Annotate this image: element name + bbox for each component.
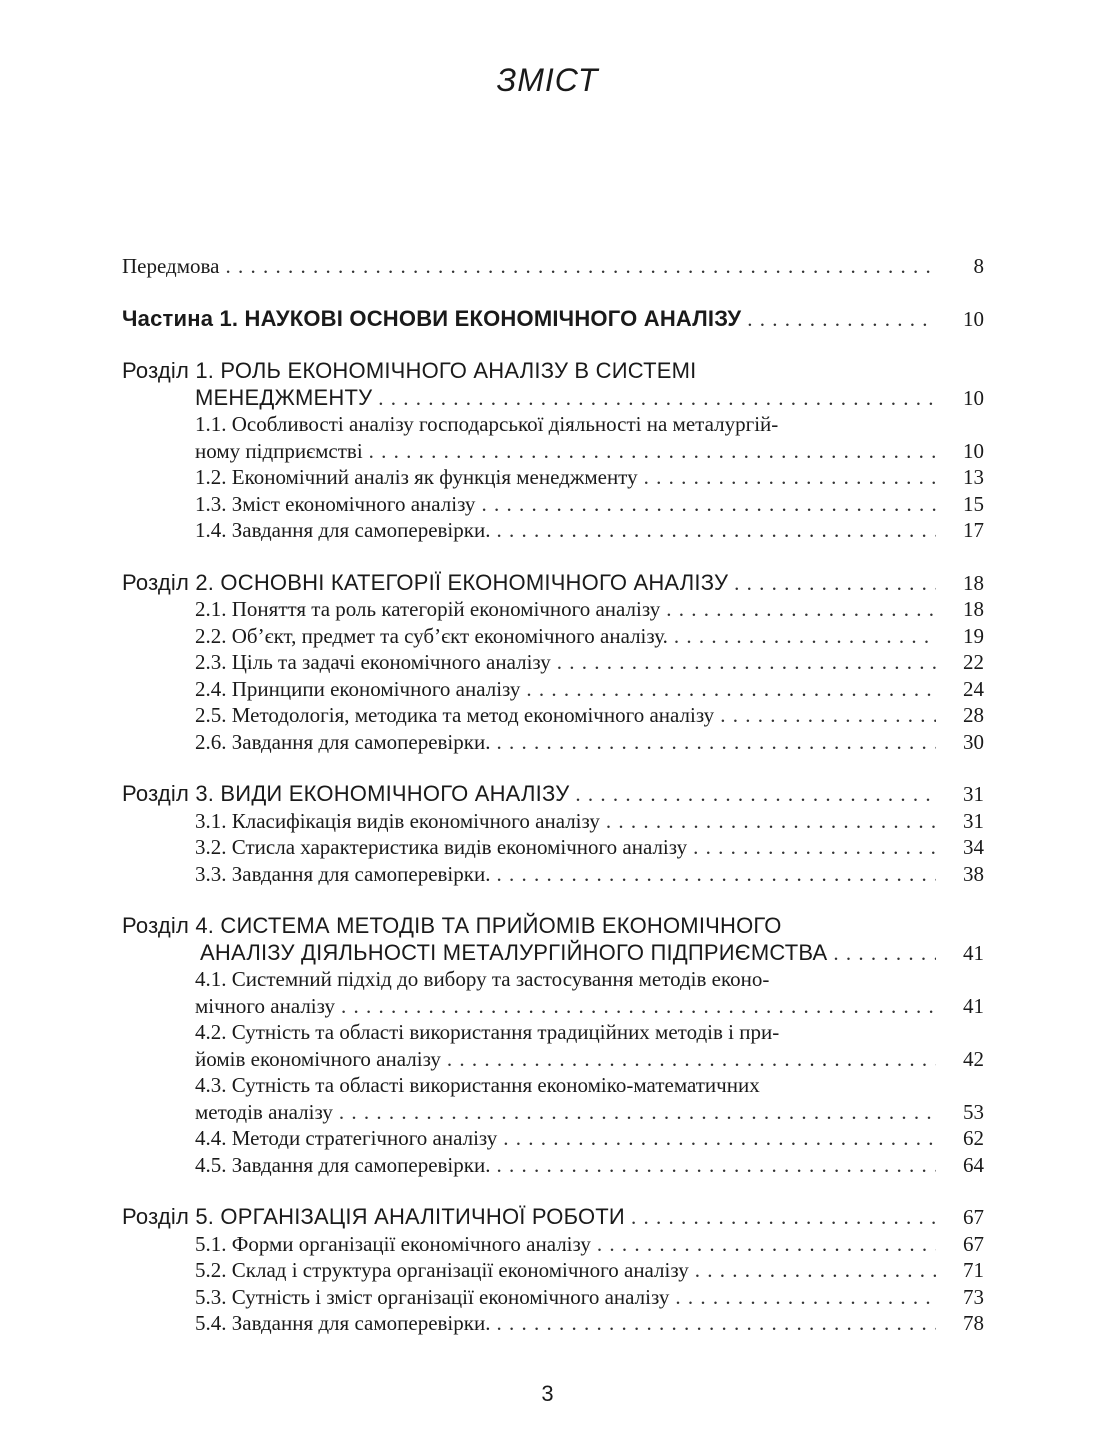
toc-section-3-3[interactable] (122, 861, 984, 888)
toc-label: Розділ 1. РОЛЬ ЕКОНОМІЧНОГО АНАЛІЗУ В СИСТЕМІ (122, 358, 697, 383)
toc-section-4-3[interactable] (122, 1099, 984, 1126)
table-of-contents (122, 253, 984, 1337)
toc-page: 67 (963, 1231, 984, 1256)
toc-label: мічного аналізу (195, 993, 335, 1018)
toc-chapter-4[interactable] (122, 940, 984, 967)
dot-leader (526, 676, 936, 703)
toc-label: 5.3. Сутність і зміст організації економічного аналізу (195, 1284, 670, 1309)
toc-page: 10 (963, 306, 984, 331)
toc-chapter-5[interactable] (122, 1204, 984, 1231)
toc-page: 42 (963, 1046, 984, 1071)
toc-page: 71 (963, 1258, 984, 1282)
toc-entry-part-1[interactable] (122, 306, 984, 333)
toc-section-5-1[interactable] (122, 1231, 984, 1258)
toc-label: 1.3. Зміст економічного аналізу (195, 491, 476, 516)
dot-leader (496, 729, 936, 756)
toc-page: 8 (973, 254, 984, 278)
dot-leader (695, 1257, 936, 1284)
dot-leader (557, 649, 936, 676)
toc-page: 30 (963, 729, 984, 754)
dot-leader (369, 438, 936, 465)
toc-page: 22 (963, 650, 984, 674)
toc-label: 5.1. Форми організації економічного аналізу (195, 1231, 591, 1256)
toc-page: 13 (963, 465, 984, 489)
toc-section-3-2[interactable] (122, 834, 984, 861)
toc-chapter-1[interactable] (122, 385, 984, 412)
toc-label: 3.3. Завдання для самоперевірки. (195, 861, 491, 886)
toc-label: 2.2. Об’єкт, предмет та суб’єкт економічного аналізу. (195, 623, 668, 648)
toc-section-5-4[interactable] (122, 1310, 984, 1337)
page-title: ЗМІСТ (496, 62, 599, 98)
toc-section-4-4[interactable] (122, 1125, 984, 1152)
dot-leader (481, 491, 936, 518)
toc-label: Частина 1. НАУКОВІ ОСНОВИ ЕКОНОМІЧНОГО АНАЛІЗУ (122, 305, 742, 331)
toc-section-4-2[interactable] (122, 1046, 984, 1073)
toc-label: Розділ 2. ОСНОВНІ КАТЕГОРІЇ ЕКОНОМІЧНОГО АНАЛІЗУ (122, 569, 729, 595)
toc-section-2-5[interactable] (122, 702, 984, 729)
dot-leader (644, 464, 936, 491)
toc-page: 53 (963, 1099, 984, 1124)
toc-section-4-2-line1[interactable] (122, 1019, 912, 1046)
dot-leader (675, 1284, 936, 1311)
toc-page: 41 (963, 940, 984, 965)
dot-leader (378, 385, 936, 412)
toc-page: 73 (963, 1284, 984, 1309)
toc-page: 24 (963, 676, 984, 701)
toc-page: 34 (963, 835, 984, 859)
toc-section-2-6[interactable] (122, 729, 984, 756)
toc-chapter-1-line1[interactable] (122, 358, 912, 385)
dot-leader (341, 993, 936, 1020)
toc-label: 1.4. Завдання для самоперевірки. (195, 518, 491, 542)
toc-page: 41 (963, 993, 984, 1018)
toc-page: 64 (963, 1152, 984, 1177)
toc-page: 17 (963, 518, 984, 542)
dot-leader (447, 1046, 936, 1073)
toc-label: 4.3. Сутність та області використання економіко-математичних (195, 1073, 760, 1097)
toc-label: ному підприємстві (195, 438, 363, 463)
toc-label: 4.1. Системний підхід до вибору та застосування методів еконо- (195, 967, 770, 991)
page-number: 3 (541, 1381, 554, 1406)
toc-label: 3.2. Стисла характеристика видів економічного аналізу (195, 835, 688, 859)
toc-label: 5.2. Склад і структура організації економічного аналізу (195, 1258, 689, 1282)
toc-page: 10 (963, 438, 984, 463)
toc-section-4-1-line1[interactable] (122, 966, 912, 993)
toc-page: 15 (963, 491, 984, 516)
toc-section-1-2[interactable] (122, 464, 984, 491)
toc-chapter-4-line1[interactable] (122, 913, 912, 940)
toc-label: йомів економічного аналізу (195, 1046, 441, 1071)
toc-section-4-3-line1[interactable] (122, 1072, 912, 1099)
dot-leader (496, 1310, 936, 1337)
toc-section-1-1-line1[interactable] (122, 411, 912, 438)
toc-label: Розділ 3. ВИДИ ЕКОНОМІЧНОГО АНАЛІЗУ (122, 781, 570, 806)
toc-section-3-1[interactable] (122, 808, 984, 835)
dot-leader (496, 517, 936, 544)
toc-label: Передмова (122, 254, 220, 278)
toc-page: 31 (963, 782, 984, 806)
dot-leader (225, 253, 936, 280)
toc-page: 18 (963, 597, 984, 621)
dot-leader (496, 861, 936, 888)
dot-leader (747, 306, 936, 333)
toc-section-5-3[interactable] (122, 1284, 984, 1311)
toc-section-1-1[interactable] (122, 438, 984, 465)
toc-label: 1.1. Особливості аналізу господарської діяльності на металургій- (195, 412, 779, 436)
toc-chapter-3[interactable] (122, 781, 984, 808)
dot-leader (674, 623, 936, 650)
toc-section-4-5[interactable] (122, 1152, 984, 1179)
toc-page: 18 (963, 570, 984, 595)
toc-label: 4.4. Методи стратегічного аналізу (195, 1126, 498, 1150)
dot-leader (666, 596, 936, 623)
toc-section-2-2[interactable] (122, 623, 984, 650)
dot-leader (575, 781, 936, 808)
toc-label: АНАЛІЗУ ДІЯЛЬНОСТІ МЕТАЛУРГІЙНОГО ПІДПРИЄМСТВА (200, 939, 828, 965)
toc-label: 4.2. Сутність та області використання традиційних методів і при- (195, 1020, 780, 1044)
toc-section-4-1[interactable] (122, 993, 984, 1020)
toc-label: 5.4. Завдання для самоперевірки. (195, 1311, 491, 1335)
toc-page: 78 (963, 1311, 984, 1335)
toc-label: 2.5. Методологія, методика та метод економічного аналізу (195, 703, 715, 727)
toc-page: 19 (963, 623, 984, 648)
toc-section-2-4[interactable] (122, 676, 984, 703)
toc-section-1-4[interactable] (122, 517, 984, 544)
dot-leader (693, 834, 936, 861)
dot-leader (503, 1125, 936, 1152)
toc-section-2-3[interactable] (122, 649, 984, 676)
toc-label: 4.5. Завдання для самоперевірки. (195, 1152, 491, 1177)
toc-chapter-2[interactable] (122, 570, 984, 597)
dot-leader (496, 1152, 936, 1179)
toc-label: 2.6. Завдання для самоперевірки. (195, 729, 491, 754)
toc-page: 10 (963, 385, 984, 410)
toc-page: 31 (963, 808, 984, 833)
toc-page: 67 (963, 1205, 984, 1229)
toc-entry-preface[interactable] (122, 253, 984, 280)
toc-label: 1.2. Економічний аналіз як функція менеджменту (195, 465, 638, 489)
toc-label: 2.3. Ціль та задачі економічного аналізу (195, 650, 551, 674)
dot-leader (833, 940, 936, 967)
toc-label: 2.1. Поняття та роль категорій економічного аналізу (195, 597, 661, 621)
toc-page: 38 (963, 861, 984, 886)
toc-section-2-1[interactable] (122, 596, 984, 623)
dot-leader (720, 702, 936, 729)
dot-leader (734, 570, 936, 597)
toc-label: МЕНЕДЖМЕНТУ (195, 384, 373, 410)
toc-label: 2.4. Принципи економічного аналізу (195, 676, 521, 701)
toc-page: 62 (963, 1126, 984, 1150)
toc-label: методів аналізу (195, 1099, 333, 1124)
toc-section-5-2[interactable] (122, 1257, 984, 1284)
toc-page: 28 (963, 703, 984, 727)
toc-label: 3.1. Класифікація видів економічного аналізу (195, 808, 600, 833)
dot-leader (597, 1231, 936, 1258)
toc-section-1-3[interactable] (122, 491, 984, 518)
dot-leader (631, 1204, 936, 1231)
dot-leader (339, 1099, 936, 1126)
toc-label: Розділ 5. ОРГАНІЗАЦІЯ АНАЛІТИЧНОЇ РОБОТИ (122, 1204, 625, 1229)
dot-leader (606, 808, 936, 835)
toc-label: Розділ 4. СИСТЕМА МЕТОДІВ ТА ПРИЙОМІВ ЕКОНОМІЧНОГО (122, 913, 782, 938)
